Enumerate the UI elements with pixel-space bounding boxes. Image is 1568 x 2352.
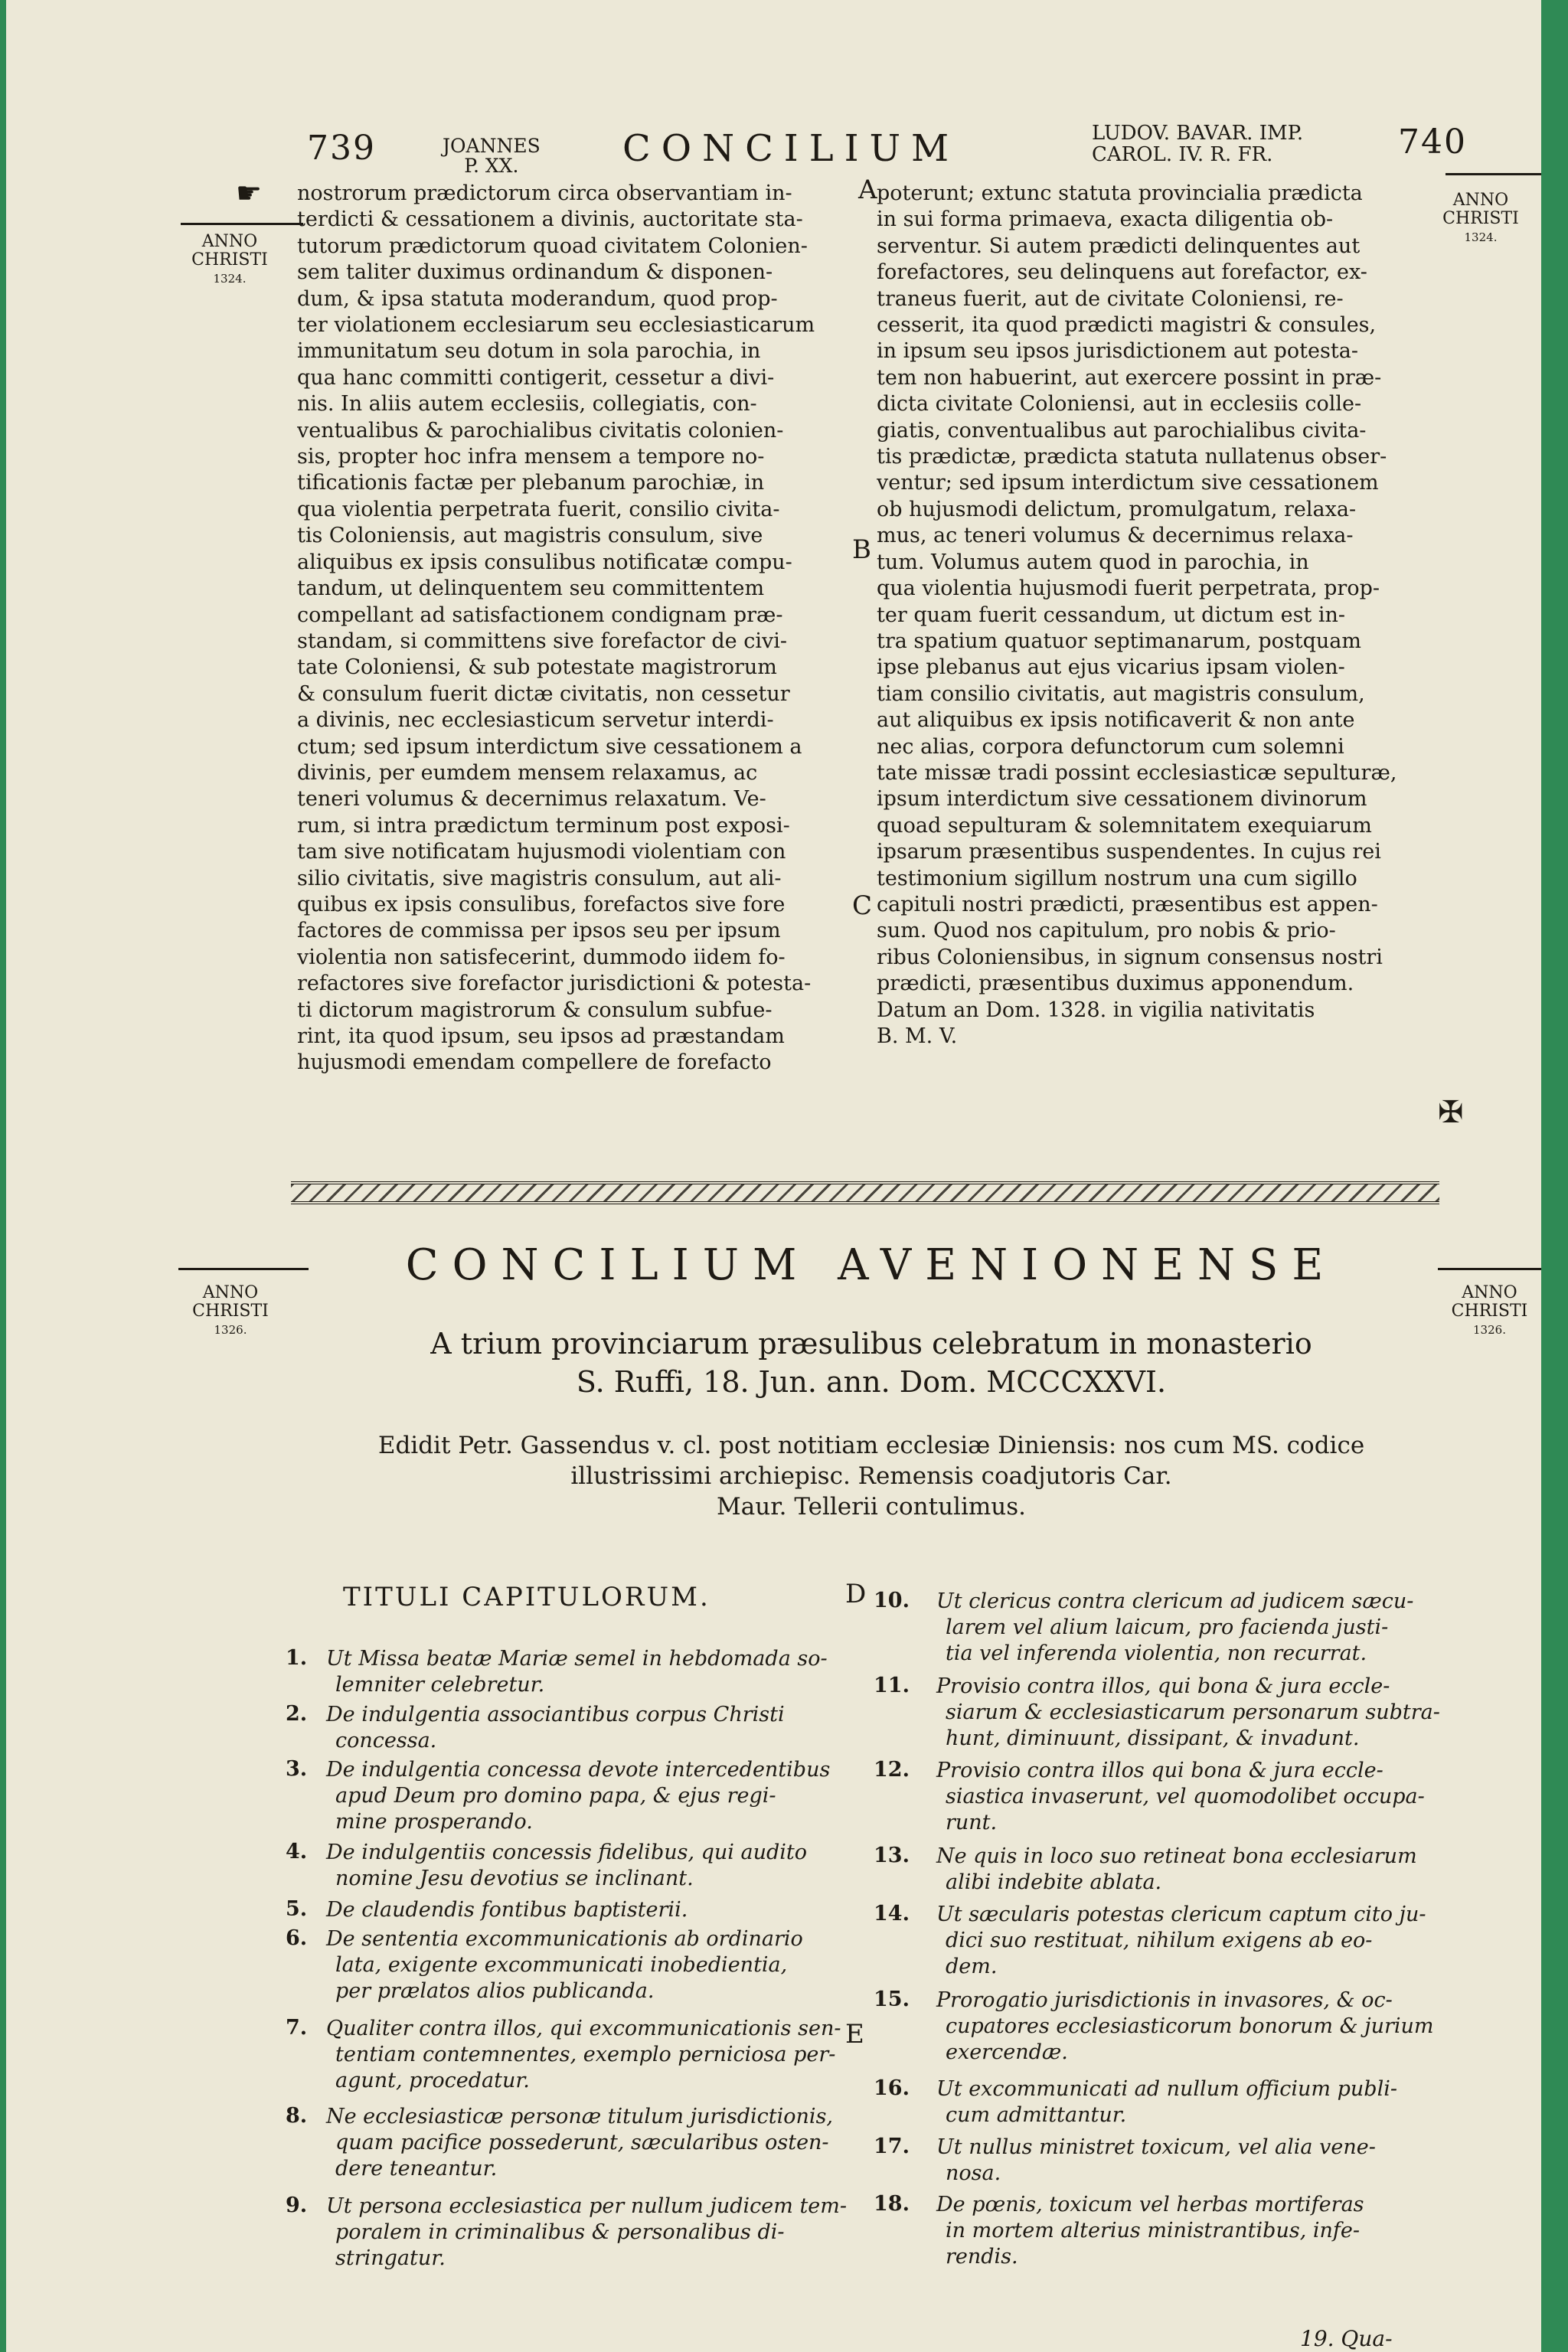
book-page <box>6 0 1541 2352</box>
chapter-title-line: De sententia excommunicationis ab ordinario <box>326 1927 803 1951</box>
text-line: nec alias, corpora defunctorum cum solemni <box>877 734 1344 759</box>
text-line: compellant ad satisfactionem condignam præ- <box>297 603 783 627</box>
text-line: quibus ex ipsis consulibus, forefactos sive fore <box>297 892 786 916</box>
chapter-title-line: lemniter celebretur. <box>335 1673 545 1697</box>
chapter-title-line: dere teneantur. <box>335 2157 498 2180</box>
margin-year: 1324. <box>213 272 247 286</box>
editor-note-line-1: Edidit Petr. Gassendus v. cl. post notitiam ecclesiæ Diniensis: nos cum MS. codice <box>377 1432 1365 1459</box>
page-number-right: 740 <box>1398 122 1467 162</box>
chapter-title-line: concessa. <box>335 1729 437 1753</box>
text-line: testimonium sigillum nostrum una cum sigillo <box>877 866 1357 890</box>
chapter-title-line: per prælatos alios publicanda. <box>335 1979 655 2003</box>
chapter-title-line: mine prosperando. <box>335 1810 533 1834</box>
text-line: rint, ita quod ipsum, seu ipsos ad præstandam <box>297 1024 785 1048</box>
section-letter-b: B <box>852 534 871 565</box>
chapter-title-line: Ne quis in loco suo retineat bona ecclesiarum <box>936 1844 1417 1868</box>
text-line: hujusmodi emendam compellere de forefacto <box>297 1050 772 1075</box>
chapter-title-line: agunt, procedatur. <box>335 2069 530 2092</box>
margin-christi: CHRISTI <box>192 1302 269 1321</box>
margin-anno: ANNO <box>1452 191 1509 210</box>
text-line: tis Coloniensis, aut magistris consulum, sive <box>297 524 763 548</box>
council-subtitle-line-2: S. Ruffi, 18. Jun. ann. Dom. MCCCXXVI. <box>576 1365 1167 1399</box>
chapter-title-line: quam pacifice possederunt, sæcularibus osten- <box>335 2131 829 2154</box>
chapter-title-line: Ut sæcularis potestas clericum captum cito ju- <box>936 1903 1426 1926</box>
margin-note-right-bottom <box>1438 1284 1541 1339</box>
margin-rule <box>181 223 303 225</box>
chapter-number: 17. <box>874 2135 910 2158</box>
page-number-left: 739 <box>307 129 376 168</box>
text-line: tutorum prædictorum quoad civitatem Colonien- <box>297 234 808 258</box>
chapter-title-line: rendis. <box>946 2245 1018 2269</box>
emperor-line-2: CAROL. IV. R. FR. <box>1092 143 1273 166</box>
chapter-number: 9. <box>286 2194 308 2217</box>
ornament-icon: ✠ <box>1438 1095 1464 1130</box>
chapter-title-line: exercendæ. <box>946 2040 1068 2064</box>
text-line: forefactores, seu delinquens aut forefactor, ex- <box>877 260 1367 285</box>
margin-note-left-bottom <box>173 1284 288 1339</box>
chapter-number: 6. <box>286 1926 308 1950</box>
margin-rule <box>1446 173 1541 175</box>
text-line: silio civitatis, sive magistris consulum, aut ali- <box>297 866 782 890</box>
chapter-title-line: hunt, diminuunt, dissipant, & invadunt. <box>946 1726 1360 1750</box>
text-line: aut aliquibus ex ipsis notificaverit & non ante <box>877 708 1355 733</box>
chapter-number: 5. <box>286 1897 308 1921</box>
margin-year: 1326. <box>1473 1323 1506 1337</box>
section-letter-e: E <box>845 2019 864 2050</box>
text-line: Datum an Dom. 1328. in vigilia nativitatis <box>877 998 1315 1022</box>
text-line: ventualibus & parochialibus civitatis colonien- <box>297 418 784 443</box>
chapter-title-line: poralem in criminalibus & personalibus di- <box>335 2220 785 2244</box>
text-line: ter violationem ecclesiarum seu ecclesiasticarum <box>297 313 815 338</box>
section-letter-c: C <box>852 890 873 921</box>
chapter-number: 8. <box>286 2104 308 2128</box>
pointing-hand-icon: ☛ <box>236 176 263 210</box>
chapter-number: 2. <box>286 1702 308 1726</box>
chapter-title-line: dem. <box>946 1955 998 1978</box>
chapter-number: 7. <box>286 2016 308 2040</box>
text-line: sis, propter hoc infra mensem a tempore no- <box>297 445 765 469</box>
text-line: standam, si committens sive forefactor de civi- <box>297 629 787 653</box>
chapter-title-line: lata, exigente excommunicati inobedientia, <box>335 1953 788 1977</box>
margin-year: 1324. <box>1464 230 1498 244</box>
text-line: nis. In aliis autem ecclesiis, collegiatis, con- <box>297 392 757 416</box>
margin-christi: CHRISTI <box>191 250 268 270</box>
text-line: ctum; sed ipsum interdictum sive cessationem a <box>297 734 802 759</box>
text-line: sem taliter duximus ordinandum & disponen- <box>297 260 773 285</box>
chapter-number: 16. <box>874 2076 910 2100</box>
text-line: dicta civitate Coloniensi, aut in ecclesiis colle- <box>877 392 1362 416</box>
text-line: traneus fuerit, aut de civitate Coloniensi, re- <box>877 286 1344 311</box>
text-line: ipsarum præsentibus suspendentes. In cujus rei <box>877 840 1381 864</box>
text-line: a divinis, nec ecclesiasticum servetur interdi- <box>297 708 774 733</box>
chapter-title-line: De pœnis, toxicum vel herbas mortiferas <box>936 2193 1364 2216</box>
text-line: serventur. Si autem prædicti delinquentes aut <box>877 234 1361 258</box>
pope-number: P. XX. <box>464 155 519 177</box>
margin-christi: CHRISTI <box>1442 209 1519 228</box>
text-line: violentia non satisfecerint, dummodo iidem fo- <box>297 945 786 969</box>
editor-note-line-2: illustrissimi archiepisc. Remensis coadjutoris Car. <box>570 1462 1172 1490</box>
council-subtitle-line-1: A trium provinciarum præsulibus celebratum in monasterio <box>430 1327 1312 1361</box>
text-line: tam sive notificatam hujusmodi violentiam con <box>297 840 786 864</box>
margin-rule <box>1438 1268 1541 1270</box>
text-line: prædicti, præsentibus duximus apponendum. <box>877 972 1354 996</box>
catchword: 19. Qua- <box>1300 2326 1393 2351</box>
text-line: & consulum fuerit dictæ civitatis, non cessetur <box>297 681 790 706</box>
chapter-title-line: cum admittantur. <box>946 2103 1127 2127</box>
text-line: terdicti & cessationem a divinis, auctoritate sta- <box>297 207 803 232</box>
chapter-title-line: larem vel alium laicum, pro facienda justi- <box>946 1615 1389 1639</box>
chapter-title-line: cupatores ecclesiasticorum bonorum & jurium <box>946 2014 1434 2038</box>
chapter-number: 1. <box>286 1646 308 1670</box>
text-line: qua hanc committi contigerit, cessetur a divi- <box>297 365 775 390</box>
chapter-title-line: nosa. <box>946 2161 1001 2185</box>
pope-header <box>443 136 541 176</box>
text-line: tate missæ tradi possint ecclesiasticæ sepulturæ, <box>877 760 1397 785</box>
text-line: sum. Quod nos capitulum, pro nobis & prio- <box>877 919 1336 943</box>
text-line: ti dictorum magistrorum & consulum subfue- <box>297 998 773 1022</box>
chapter-title-line: alibi indebite ablata. <box>946 1870 1162 1894</box>
text-line: qua violentia perpetrata fuerit, consilio civita- <box>297 497 780 521</box>
tituli-heading: TITULI CAPITULORUM. <box>343 1582 710 1612</box>
text-line: poterunt; extunc statuta provincialia prædicta <box>877 181 1363 205</box>
chapter-title-line: Provisio contra illos qui bona & jura eccle- <box>936 1759 1383 1782</box>
chapter-title-line: Ne ecclesiasticæ personæ titulum jurisdictionis, <box>326 2105 834 2128</box>
chapter-number: 18. <box>874 2192 910 2216</box>
chapter-title-line: Ut persona ecclesiastica per nullum judicem tem- <box>326 2194 847 2218</box>
chapter-title-line: De claudendis fontibus baptisterii. <box>326 1898 688 1922</box>
text-line: ipse plebanus aut ejus vicarius ipsam violen- <box>877 655 1345 680</box>
chapter-title-line: Ut excommunicati ad nullum officium publi- <box>936 2077 1397 2101</box>
text-line: tiam consilio civitatis, aut magistris consulum, <box>877 681 1365 706</box>
text-line: mus, ac teneri volumus & decernimus relaxa- <box>877 524 1354 548</box>
chapter-title-line: Qualiter contra illos, qui excommunicationis sen- <box>326 2017 841 2040</box>
council-title: CONCILIUM AVENIONENSE <box>405 1240 1338 1290</box>
text-column-left <box>297 181 845 1076</box>
chapter-title-line: Ut clericus contra clericum ad judicem sæcu- <box>936 1589 1414 1613</box>
text-line: ventur; sed ipsum interdictum sive cessationem <box>877 471 1379 495</box>
text-line: ipsum interdictum sive cessationem divinorum <box>877 787 1367 812</box>
chapter-number: 3. <box>286 1757 308 1781</box>
text-line: quoad sepulturam & solemnitatem exequiarum <box>877 813 1372 838</box>
text-line: factores de commissa per ipsos seu per ipsum <box>297 919 781 943</box>
text-line: in ipsum seu ipsos jurisdictionem aut potesta- <box>877 339 1358 364</box>
text-line: divinis, per eumdem mensem relaxamus, ac <box>297 760 758 785</box>
section-letter-a: A <box>858 175 877 205</box>
chapter-title-line: dici suo restituat, nihilum exigens ab eo- <box>946 1929 1373 1952</box>
chapter-title-line: Ut Missa beatæ Mariæ semel in hebdomada so- <box>326 1647 828 1671</box>
margin-note-left-top <box>176 233 283 288</box>
chapter-title-line: siarum & ecclesiasticarum personarum subtra- <box>946 1700 1440 1724</box>
chapter-number: 4. <box>286 1840 308 1864</box>
margin-anno: ANNO <box>1462 1283 1517 1302</box>
chapter-number: 12. <box>874 1758 910 1782</box>
chapter-number: 11. <box>874 1674 910 1697</box>
chapter-number: 13. <box>874 1844 910 1867</box>
running-title: CONCILIUM <box>622 127 960 170</box>
text-line: teneri volumus & decernimus relaxatum. Ve- <box>297 787 766 812</box>
chapter-title-line: Provisio contra illos, qui bona & jura eccle- <box>936 1674 1390 1698</box>
text-line: immunitatum seu dotum in sola parochia, in <box>297 339 761 364</box>
chapter-number: 10. <box>874 1589 910 1612</box>
text-line: rum, si intra prædictum terminum post exposi- <box>297 813 790 838</box>
text-line: ter quam fuerit cessandum, ut dictum est in- <box>877 603 1346 627</box>
chapter-title-line: Prorogatio jurisdictionis in invasores, & oc- <box>936 1988 1393 2012</box>
text-line: tem non habuerint, aut exercere possint in præ- <box>877 365 1382 390</box>
text-line: capituli nostri prædicti, præsentibus est appen- <box>877 892 1378 916</box>
text-line: dum, & ipsa statuta moderandum, quod prop- <box>297 286 778 311</box>
margin-rule <box>178 1268 309 1270</box>
text-line: tificationis factæ per plebanum parochiæ, in <box>297 471 765 495</box>
chapter-title-line: Ut nullus ministret toxicum, vel alia vene- <box>936 2135 1376 2159</box>
chapter-title-line: De indulgentia associantibus corpus Christi <box>326 1703 785 1726</box>
chapter-title-line: De indulgentiis concessis fidelibus, qui audito <box>326 1841 808 1864</box>
text-line: tandum, ut delinquentem seu committentem <box>297 577 765 601</box>
text-line: giatis, conventualibus aut parochialibus civita- <box>877 418 1367 443</box>
editor-note <box>297 1430 1446 1522</box>
chapter-title-line: De indulgentia concessa devote intercedentibus <box>326 1758 831 1782</box>
section-letter-d: D <box>845 1579 867 1609</box>
chapter-title-line: tentiam contemnentes, exemplo perniciosa per- <box>335 2043 836 2066</box>
chapter-number: 14. <box>874 1902 910 1926</box>
chapter-title-line: stringatur. <box>335 2246 446 2270</box>
chapter-title-line: apud Deum pro domino papa, & ejus regi- <box>335 1784 776 1808</box>
text-line: tate Coloniensi, & sub potestate magistrorum <box>297 655 777 680</box>
text-line: tum. Volumus autem quod in parochia, in <box>877 550 1309 574</box>
text-line: ob hujusmodi delictum, promulgatum, relaxa- <box>877 497 1357 521</box>
chapter-number: 15. <box>874 1988 910 2011</box>
text-line: in sui forma primaeva, exacta diligentia ob- <box>877 207 1334 232</box>
text-line: refactores sive forefactor jurisdictioni & potesta- <box>297 972 812 996</box>
text-line: qua violentia hujusmodi fuerit perpetrata, prop- <box>877 577 1380 601</box>
text-line: tra spatium quatuor septimanarum, postquam <box>877 629 1361 653</box>
text-line: nostrorum prædictorum circa observantiam in- <box>297 181 792 205</box>
council-subtitle <box>297 1325 1446 1401</box>
text-line: tis prædictæ, prædicta statuta nullatenus obser- <box>877 445 1387 469</box>
text-line: cesserit, ita quod prædicti magistri & consules, <box>877 313 1377 338</box>
editor-note-line-3: Maur. Tellerii contulimus. <box>717 1493 1026 1521</box>
emperor-header <box>1092 122 1303 165</box>
pope-name: JOANNES <box>443 135 541 157</box>
text-column-right <box>877 181 1487 1050</box>
margin-anno: ANNO <box>202 1283 259 1302</box>
chapter-title-line: nomine Jesu devotius se inclinant. <box>335 1867 694 1890</box>
decorative-band <box>291 1181 1439 1204</box>
text-line: B. M. V. <box>877 1024 958 1048</box>
margin-christi: CHRISTI <box>1451 1302 1528 1321</box>
margin-anno: ANNO <box>201 232 258 251</box>
chapter-title-line: siastica invaserunt, vel quomodolibet occupa- <box>946 1785 1425 1808</box>
margin-year: 1326. <box>214 1323 247 1337</box>
chapter-title-line: runt. <box>946 1811 998 1834</box>
text-line: ribus Coloniensibus, in signum consensus nostri <box>877 945 1383 969</box>
text-line: aliquibus ex ipsis consulibus notificatæ compu- <box>297 550 792 574</box>
chapter-title-line: in mortem alterius ministrantibus, infe- <box>946 2219 1360 2243</box>
chapter-title-line: tia vel inferenda violentia, non recurrat. <box>946 1642 1367 1665</box>
emperor-line-1: LUDOV. BAVAR. IMP. <box>1092 122 1304 145</box>
